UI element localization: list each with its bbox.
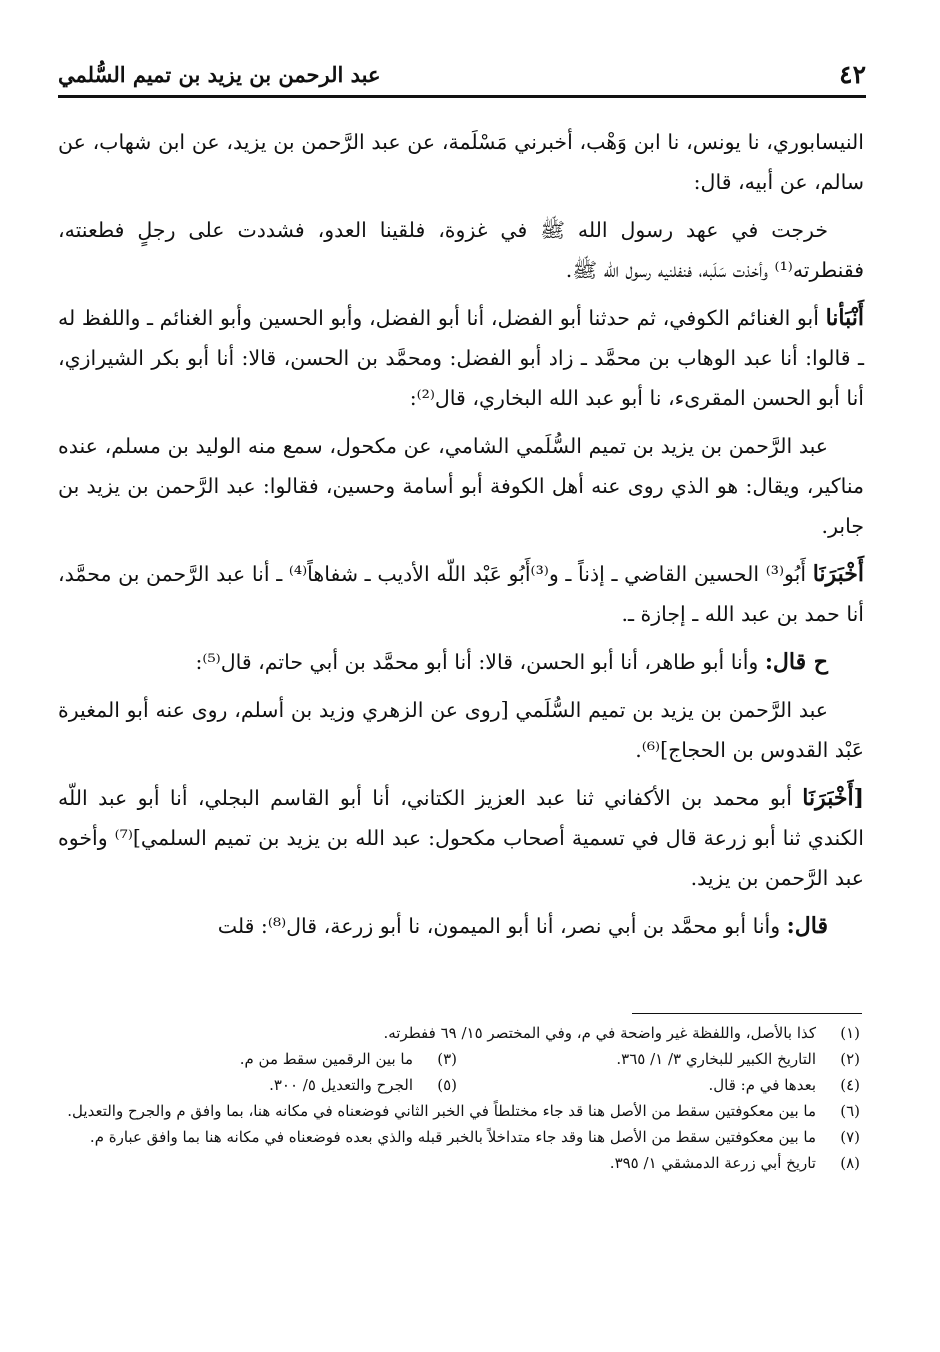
footnote <box>58 1046 461 1072</box>
paragraph <box>58 906 864 946</box>
paragraph-text: أَبُو⁽³⁾ الحسين القاضي ـ إذناً ـ و⁽³⁾أَبُو عَبْد اللّه الأديب ـ شفاهاً⁽⁴⁾ ـ أنا عبد الرَّحمن بن محمَّد، أنا حمد بن عبد الله ـ إجازة ـ. <box>58 562 864 626</box>
paragraph-lead: ح قال: <box>764 649 828 675</box>
paragraph <box>58 778 864 898</box>
footnote-text: بعدها في م: قال. <box>708 1076 816 1094</box>
paragraph-lead: [أَخْبَرَنَا <box>802 785 864 811</box>
paragraph <box>58 298 864 418</box>
paragraph <box>58 642 864 682</box>
footnote-row <box>58 1072 864 1098</box>
footnote-text: ما بين الرقمين سقط من م. <box>239 1050 413 1068</box>
footnote-rule <box>632 1013 862 1014</box>
paragraph-text: وأنا أبو محمَّد بن أبي نصر، أنا أبو الميمون، نا أبو زرعة، قال⁽⁸⁾: قلت <box>217 914 787 938</box>
footnote <box>461 1072 864 1098</box>
footnote-text: ما بين معكوفتين سقط من الأصل هنا وقد جاء متداخلاً بالخبر قبله والذي بعده فوضعناه في مكانه هنا بما وافق عبارة م. <box>89 1128 816 1146</box>
paragraph-text: خرجت في عهد رسول الله ﷺ في غزوة، فلقينا العدو، فشددت على رجلٍ فطعنته، فقنطرته⁽¹⁾ وأخذت سَلَبه، فنفلنيه رسول الله ﷺ. <box>58 218 864 282</box>
running-title: عبد الرحمن بن يزيد بن تميم السُّلمي <box>58 62 381 87</box>
footnote <box>461 1046 864 1072</box>
paragraph-lead: أَنْبَأنا <box>825 305 864 331</box>
paragraph <box>58 426 864 546</box>
paragraph-text: النيسابوري، نا يونس، نا ابن وَهْب، أخبرني مَسْلَمة، عن عبد الرَّحمن بن يزيد، عن ابن شهاب، عن سالم، عن أبيه، قال: <box>58 130 864 194</box>
footnote-number: (٤) <box>840 1076 860 1094</box>
footnote-row <box>58 1020 864 1046</box>
footnotes <box>58 1020 864 1176</box>
footnote-text: الجرح والتعديل ٥/ ٣٠٠. <box>269 1076 413 1094</box>
footnote <box>58 1098 864 1124</box>
paragraph <box>58 690 864 770</box>
footnote-number: (٧) <box>840 1128 860 1146</box>
footnote-number: (٢) <box>840 1050 860 1068</box>
footnote-text: التاريخ الكبير للبخاري ٣/ ١/ ٣٦٥. <box>616 1050 816 1068</box>
header-rule <box>58 95 866 98</box>
paragraph <box>58 554 864 634</box>
page-number: ٤٢ <box>839 60 866 89</box>
paragraph <box>58 210 864 290</box>
footnote-text: ما بين معكوفتين سقط من الأصل هنا قد جاء مختلطاً في الخبر الثاني فوضعناه في مكانه هنا، بما وافق م والجرح والتعديل. <box>67 1102 816 1120</box>
paragraph-lead: قال: <box>786 913 828 939</box>
footnote <box>58 1072 461 1098</box>
footnote-number: (١) <box>840 1024 860 1042</box>
footnote <box>58 1124 864 1150</box>
paragraph-text: أبو الغنائم الكوفي، ثم حدثنا أبو الفضل، أنا أبو الفضل، وأبو الحسين وأبو الغنائم ـ واللفظ له ـ قالوا: أنا عبد الوهاب بن محمَّد ـ زاد أبو الفضل: ومحمَّد بن الحسن، قالا: أنا أبو بكر الشيرازي، أنا أبو الحسن المقرىء، نا أبو عبد الله البخاري، قال⁽²⁾: <box>58 306 864 410</box>
page-header <box>58 58 866 96</box>
footnote-text: كذا بالأصل، واللفظة غير واضحة في م، وفي المختصر ١٥/ ٦٩ ففطرته. <box>383 1024 816 1042</box>
footnote <box>58 1020 864 1046</box>
main-text <box>58 122 864 954</box>
paragraph <box>58 122 864 202</box>
paragraph-text: أبو محمد بن الأكفاني ثنا عبد العزيز الكتاني، أنا أبو القاسم البجلي، أنا أبو عبد اللّه الكندي ثنا أبو زرعة قال في تسمية أصحاب مكحول: عبد الله بن يزيد بن تميم السلمي]⁽⁷⁾ وأخوه عبد الرَّحمن بن يزيد. <box>58 786 864 890</box>
paragraph-lead: أَخْبَرَنَا <box>812 561 865 587</box>
footnote <box>58 1150 864 1176</box>
footnote-row <box>58 1046 864 1072</box>
footnote-number: (٦) <box>840 1102 860 1120</box>
footnote-row <box>58 1150 864 1176</box>
footnote-row <box>58 1124 864 1150</box>
footnote-row <box>58 1098 864 1124</box>
paragraph-text: عبد الرَّحمن بن يزيد بن تميم السُّلَمي الشامي، عن مكحول، سمع منه الوليد بن مسلم، عنده مناكير، ويقال: هو الذي روى عنه أهل الكوفة أبو أسامة وحسين، فقالوا: عبد الرَّحمن بن يزيد بن جابر. <box>58 434 864 538</box>
footnote-number: (٣) <box>437 1050 457 1068</box>
footnote-number: (٨) <box>840 1154 860 1172</box>
paragraph-text: وأنا أبو طاهر، أنا أبو الحسن، قالا: أنا أبو محمَّد بن أبي حاتم، قال⁽⁵⁾: <box>195 650 765 674</box>
footnote-text: تاريخ أبي زرعة الدمشقي ١/ ٣٩٥. <box>609 1154 816 1172</box>
footnote-number: (٥) <box>437 1076 457 1094</box>
paragraph-text: عبد الرَّحمن بن يزيد بن تميم السُّلَمي [روى عن الزهري وزيد بن أسلم، روى عنه أبو المغيرة عَبْد القدوس بن الحجاج]⁽⁶⁾. <box>58 698 864 762</box>
